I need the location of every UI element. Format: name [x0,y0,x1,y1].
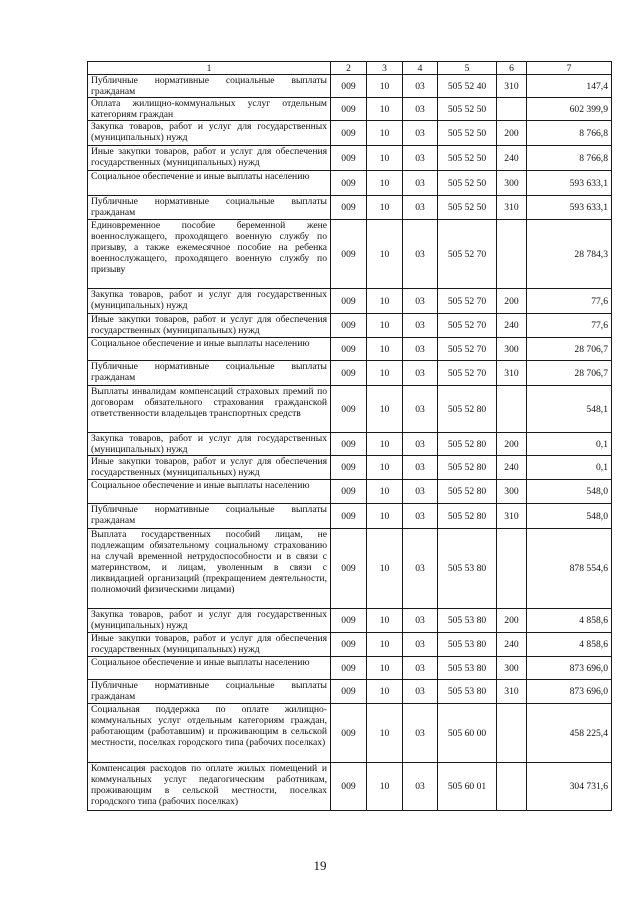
row-amount: 77,6 [527,289,612,314]
column-header: 6 [497,62,527,75]
row-code-expense-type: 310 [497,680,527,704]
row-code-subsection: 03 [403,98,438,121]
row-code-admin: 009 [331,480,367,504]
row-name: Иные закупки товаров, работ и услуг для обеспечения государственных (муниципальных) нужд [88,314,331,338]
row-code-expense-type: 310 [497,504,527,529]
row-code-subsection: 03 [403,504,438,529]
row-code-target: 505 52 80 [438,433,497,456]
row-code-admin: 009 [331,314,367,338]
row-code-subsection: 03 [403,171,438,196]
row-code-expense-type: 240 [497,633,527,657]
row-code-section: 10 [367,196,403,220]
row-code-section: 10 [367,314,403,338]
row-name: Единовременное пособие беременной жене военнослужащего, проходящего военную службу по призыву, а также ежемесячное пособие на ребенка военнослужащего, проходящего военную службу по призыву [88,220,331,289]
column-header: 4 [403,62,438,75]
row-code-admin: 009 [331,171,367,196]
row-code-expense-type: 240 [497,146,527,171]
row-code-expense-type: 310 [497,75,527,98]
row-code-target: 505 52 70 [438,361,497,386]
row-code-subsection: 03 [403,433,438,456]
row-code-target: 505 52 50 [438,121,497,146]
row-amount: 458 225,4 [527,704,612,763]
row-code-target: 505 60 00 [438,704,497,763]
column-header: 7 [527,62,612,75]
table-row [88,75,612,98]
row-code-target: 505 53 80 [438,657,497,680]
row-amount: 77,6 [527,314,612,338]
row-code-admin: 009 [331,338,367,361]
table-row [88,361,612,386]
row-code-expense-type: 200 [497,121,527,146]
table-row [88,171,612,196]
row-code-target: 505 52 40 [438,75,497,98]
row-code-target: 505 52 80 [438,480,497,504]
row-code-section: 10 [367,121,403,146]
row-name: Публичные нормативные социальные выплаты гражданам [88,196,331,220]
row-code-target: 505 52 70 [438,338,497,361]
row-code-admin: 009 [331,220,367,289]
row-amount: 28 706,7 [527,361,612,386]
row-code-expense-type: 300 [497,171,527,196]
row-code-subsection: 03 [403,680,438,704]
row-code-expense-type: 310 [497,196,527,220]
row-code-admin: 009 [331,289,367,314]
row-code-expense-type [497,529,527,609]
row-code-section: 10 [367,386,403,433]
column-header: 2 [331,62,367,75]
row-name: Социальное обеспечение и иные выплаты населению [88,657,331,680]
row-amount: 602 399,9 [527,98,612,121]
row-code-admin: 009 [331,704,367,763]
row-code-admin: 009 [331,361,367,386]
table-row [88,433,612,456]
page-number: 19 [313,858,327,873]
row-code-admin: 009 [331,504,367,529]
row-code-section: 10 [367,704,403,763]
table-row [88,456,612,480]
table-row [88,680,612,704]
row-code-subsection: 03 [403,196,438,220]
row-code-target: 505 53 80 [438,609,497,633]
table-row [88,98,612,121]
row-code-expense-type: 300 [497,657,527,680]
row-code-subsection: 03 [403,338,438,361]
row-code-target: 505 60 01 [438,763,497,811]
row-code-section: 10 [367,433,403,456]
row-name: Иные закупки товаров, работ и услуг для обеспечения государственных (муниципальных) нужд [88,146,331,171]
row-code-admin: 009 [331,609,367,633]
row-code-target: 505 52 70 [438,314,497,338]
row-code-subsection: 03 [403,633,438,657]
table-row [88,220,612,289]
table-row [88,763,612,811]
row-code-admin: 009 [331,657,367,680]
row-code-target: 505 52 70 [438,220,497,289]
row-code-target: 505 53 80 [438,633,497,657]
row-code-section: 10 [367,480,403,504]
row-code-subsection: 03 [403,121,438,146]
budget-table [87,61,612,811]
row-code-expense-type [497,98,527,121]
row-amount: 548,0 [527,480,612,504]
row-code-admin: 009 [331,121,367,146]
row-code-admin: 009 [331,456,367,480]
row-code-subsection: 03 [403,75,438,98]
row-code-expense-type [497,763,527,811]
row-name: Иные закупки товаров, работ и услуг для обеспечения государственных (муниципальных) нужд [88,456,331,480]
row-amount: 873 696,0 [527,680,612,704]
row-code-subsection: 03 [403,609,438,633]
row-code-subsection: 03 [403,480,438,504]
column-header: 3 [367,62,403,75]
row-code-subsection: 03 [403,314,438,338]
row-code-subsection: 03 [403,657,438,680]
row-code-admin: 009 [331,433,367,456]
table-row [88,338,612,361]
row-amount: 548,1 [527,386,612,433]
row-code-section: 10 [367,609,403,633]
table-body [88,75,612,811]
row-code-section: 10 [367,529,403,609]
row-code-section: 10 [367,146,403,171]
table-row [88,480,612,504]
table-row [88,386,612,433]
row-name: Закупка товаров, работ и услуг для государственных (муниципальных) нужд [88,121,331,146]
row-code-admin: 009 [331,386,367,433]
row-amount: 147,4 [527,75,612,98]
row-code-expense-type [497,220,527,289]
row-code-subsection: 03 [403,704,438,763]
row-code-section: 10 [367,456,403,480]
table-row [88,657,612,680]
row-code-section: 10 [367,504,403,529]
row-code-section: 10 [367,338,403,361]
row-code-expense-type: 200 [497,289,527,314]
row-code-admin: 009 [331,529,367,609]
row-code-expense-type: 300 [497,338,527,361]
row-code-target: 505 53 80 [438,529,497,609]
row-code-section: 10 [367,220,403,289]
row-amount: 28 706,7 [527,338,612,361]
row-code-admin: 009 [331,763,367,811]
row-code-target: 505 52 80 [438,386,497,433]
row-name: Социальное обеспечение и иные выплаты населению [88,480,331,504]
row-name: Социальное обеспечение и иные выплаты населению [88,338,331,361]
row-code-target: 505 52 80 [438,504,497,529]
row-code-section: 10 [367,98,403,121]
table-row [88,609,612,633]
row-code-admin: 009 [331,680,367,704]
table-row [88,289,612,314]
row-code-subsection: 03 [403,146,438,171]
table-header-row [88,62,612,75]
column-header: 5 [438,62,497,75]
row-code-target: 505 52 50 [438,171,497,196]
row-code-expense-type [497,704,527,763]
row-code-subsection: 03 [403,361,438,386]
table-row [88,704,612,763]
row-name: Выплаты инвалидам компенсаций страховых премий по договорам обязательного страхования гражданской ответственности владельцев транспортных средств [88,386,331,433]
row-amount: 0,1 [527,456,612,480]
row-name: Публичные нормативные социальные выплаты гражданам [88,361,331,386]
table-row [88,314,612,338]
row-name: Социальная поддержка по оплате жилищно-коммунальных услуг отдельным категориям граждан, работающим (работавшим) и проживающим в сельской местности, поселках городского типа (рабочих поселках) [88,704,331,763]
row-amount: 593 633,1 [527,171,612,196]
row-code-expense-type: 200 [497,609,527,633]
row-amount: 304 731,6 [527,763,612,811]
row-name: Закупка товаров, работ и услуг для государственных (муниципальных) нужд [88,609,331,633]
row-amount: 8 766,8 [527,121,612,146]
row-code-section: 10 [367,633,403,657]
row-code-section: 10 [367,680,403,704]
row-code-section: 10 [367,289,403,314]
table-row [88,196,612,220]
table-row [88,121,612,146]
row-name: Оплата жилищно-коммунальных услуг отдельным категориям граждан [88,98,331,121]
row-amount: 878 554,6 [527,529,612,609]
row-code-admin: 009 [331,196,367,220]
row-code-expense-type: 240 [497,314,527,338]
table-row [88,633,612,657]
row-code-subsection: 03 [403,529,438,609]
row-amount: 593 633,1 [527,196,612,220]
row-code-target: 505 52 70 [438,289,497,314]
row-code-subsection: 03 [403,386,438,433]
row-name: Закупка товаров, работ и услуг для государственных (муниципальных) нужд [88,289,331,314]
row-code-section: 10 [367,75,403,98]
row-name: Выплата государственных пособий лицам, не подлежащим обязательному социальному страхованию на случай временной нетрудоспособности и в связи с материнством, и лицам, уволенным в связи с ликвидацией организаций (прекращением деятельности, полномочий физическими лицами) [88,529,331,609]
row-code-target: 505 53 80 [438,680,497,704]
table-row [88,504,612,529]
row-amount: 548,0 [527,504,612,529]
row-name: Закупка товаров, работ и услуг для государственных (муниципальных) нужд [88,433,331,456]
row-amount: 0,1 [527,433,612,456]
row-code-admin: 009 [331,633,367,657]
row-code-section: 10 [367,171,403,196]
row-code-target: 505 52 50 [438,146,497,171]
row-name: Социальное обеспечение и иные выплаты населению [88,171,331,196]
row-code-section: 10 [367,763,403,811]
table-row [88,146,612,171]
row-name: Публичные нормативные социальные выплаты гражданам [88,680,331,704]
row-code-subsection: 03 [403,220,438,289]
row-name: Публичные нормативные социальные выплаты гражданам [88,75,331,98]
row-code-section: 10 [367,657,403,680]
row-code-target: 505 52 80 [438,456,497,480]
row-code-expense-type [497,386,527,433]
row-amount: 28 784,3 [527,220,612,289]
row-code-admin: 009 [331,75,367,98]
row-code-subsection: 03 [403,289,438,314]
row-code-target: 505 52 50 [438,98,497,121]
row-code-section: 10 [367,361,403,386]
row-code-admin: 009 [331,98,367,121]
row-code-expense-type: 300 [497,480,527,504]
row-code-expense-type: 310 [497,361,527,386]
row-amount: 4 858,6 [527,633,612,657]
row-name: Публичные нормативные социальные выплаты гражданам [88,504,331,529]
row-code-subsection: 03 [403,763,438,811]
row-code-expense-type: 240 [497,456,527,480]
row-name: Компенсация расходов по оплате жилых помещений и коммунальных услуг педагогическим работникам, проживающим в сельской местности, поселках городского типа (рабочих поселках) [88,763,331,811]
row-amount: 873 696,0 [527,657,612,680]
row-code-target: 505 52 50 [438,196,497,220]
row-amount: 8 766,8 [527,146,612,171]
row-amount: 4 858,6 [527,609,612,633]
row-code-admin: 009 [331,146,367,171]
table-row [88,529,612,609]
row-name: Иные закупки товаров, работ и услуг для обеспечения государственных (муниципальных) нужд [88,633,331,657]
row-code-subsection: 03 [403,456,438,480]
row-code-expense-type: 200 [497,433,527,456]
column-header: 1 [88,62,331,75]
